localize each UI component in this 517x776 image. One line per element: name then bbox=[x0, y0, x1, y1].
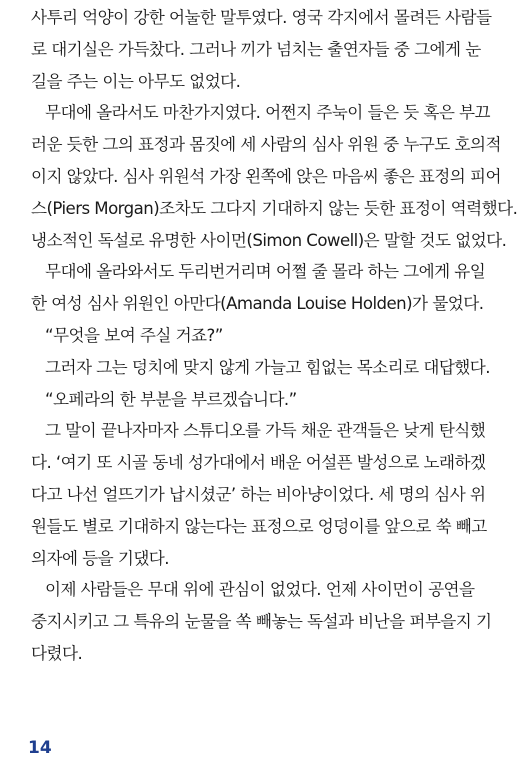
text-line: 그러자 그는 덩치에 맞지 않게 가늘고 힘없는 목소리로 대답했다. bbox=[45, 357, 490, 377]
text-line: 중지시키고 그 특유의 눈물을 쏙 빼놓는 독설과 비난을 퍼부을지 기 bbox=[31, 612, 492, 632]
text-line: 다렸다. bbox=[31, 643, 83, 663]
text-line: 다. ‘여기 또 시골 동네 성가대에서 배운 어설픈 발성으로 노래하겠 bbox=[31, 453, 486, 473]
text-line: 다고 나선 얼뜨기가 납시셨군’ 하는 비아냥이었다. 세 명의 심사 위 bbox=[31, 484, 486, 504]
text-line: 사투리 억양이 강한 어눌한 말투였다. 영국 각지에서 몰려든 사람들 bbox=[31, 8, 492, 27]
text-line: 스(Piers Morgan)조차도 그다지 기대하지 않는 듯한 표정이 역력했다. bbox=[31, 198, 517, 218]
text-line: 러운 듯한 그의 표정과 몸짓에 세 사람의 심사 위원 중 누구도 호의적 bbox=[31, 135, 501, 155]
text-line: 무대에 올라서도 마찬가지였다. 어쩐지 주눅이 들은 듯 혹은 부끄 bbox=[45, 103, 490, 123]
page-number: 14 bbox=[28, 738, 52, 758]
text-line: 이제 사람들은 무대 위에 관심이 없었다. 언제 사이먼이 공연을 bbox=[45, 580, 475, 600]
text-line: 의자에 등을 기댔다. bbox=[31, 548, 170, 568]
text-line: 그 말이 끝나자마자 스튜디오를 가득 채운 관객들은 낮게 탄식했 bbox=[45, 421, 486, 441]
dialogue-line: “오페라의 한 부분을 부르겠습니다.” bbox=[45, 389, 297, 409]
body-text bbox=[31, 2, 517, 670]
text-line: 무대에 올라와서도 두리번거리며 어쩔 줄 몰라 하는 그에게 유일 bbox=[45, 262, 486, 282]
dialogue-line: “무엇을 보여 주실 거죠?” bbox=[45, 325, 223, 345]
text-line: 길을 주는 이는 아무도 없었다. bbox=[31, 71, 241, 91]
text-line: 로 대기실은 가득찼다. 그러나 끼가 넘치는 출연자들 중 그에게 눈 bbox=[31, 39, 481, 59]
text-line: 이지 않았다. 심사 위원석 가장 왼쪽에 앉은 마음씨 좋은 표정의 피어 bbox=[31, 166, 501, 186]
text-line: 냉소적인 독설로 유명한 사이먼(Simon Cowell)은 말할 것도 없었다. bbox=[31, 230, 507, 250]
text-line: 한 여성 심사 위원인 아만다(Amanda Louise Holden)가 물었다. bbox=[31, 294, 484, 314]
text-line: 원들도 별로 기대하지 않는다는 표정으로 엉덩이를 앞으로 쑥 빼고 bbox=[31, 516, 487, 536]
